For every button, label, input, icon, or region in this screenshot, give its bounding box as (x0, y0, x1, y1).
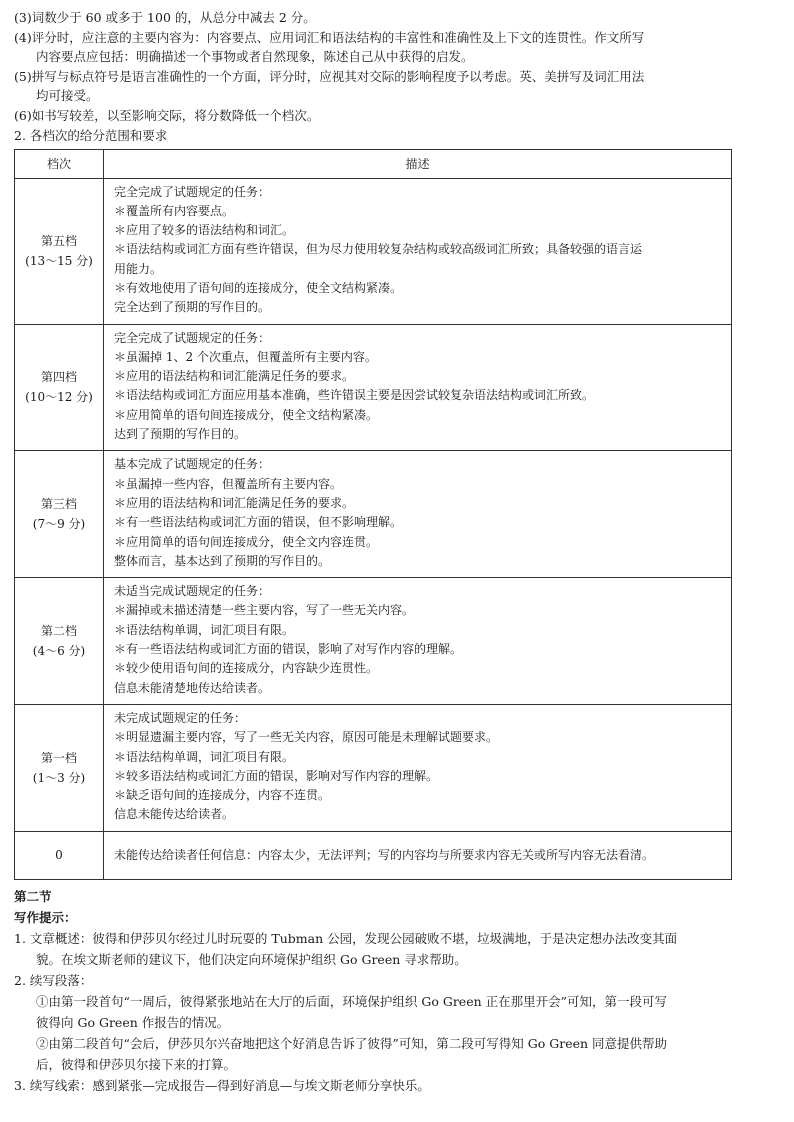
level-cell (15, 831, 104, 879)
description-line: ＊虽漏掉 1、2 个次重点，但覆盖所有主要内容。 (114, 349, 377, 364)
scoring-rule-line: (4)评分时，应注意的主要内容为：内容要点、应用词汇和语法结构的丰富性和准确性及上下文的连贯性。作文所写 (14, 29, 645, 45)
description-line: ＊应用简单的语句间连接成分，使全文内容连贯。 (114, 534, 379, 549)
writing-hint-line: 后，彼得和伊莎贝尔接下来的打算。 (36, 1057, 237, 1072)
level-name: 0 (55, 848, 63, 863)
writing-hint-line: ①由第一段首句“一周后，彼得紧张地站在大厅的后面，环境保护组织 Go Green 正在那里开会”可知，第一段可写 (36, 994, 668, 1009)
description-line: ＊较少使用语句间的连接成分，内容缺少连贯性。 (114, 661, 379, 676)
level-cell (15, 451, 104, 578)
description-line: ＊有一些语法结构或词汇方面的错误，影响了对写作内容的理解。 (114, 642, 463, 657)
description-line: ＊语法结构单调，词汇项目有限。 (114, 749, 295, 764)
description-line: 未完成试题规定的任务： (114, 710, 247, 725)
writing-hint-line: 3. 续写线索：感到紧张—完成报告—得到好消息—与埃文斯老师分享快乐。 (14, 1078, 430, 1093)
table-row (15, 831, 732, 879)
description-line: 达到了预期的写作目的。 (114, 427, 247, 442)
description-line: ＊覆盖所有内容要点。 (114, 203, 235, 218)
scoring-rule-line: 内容要点应包括：明确描述一个事物或者自然现象，陈述自己从中获得的启发。 (36, 49, 474, 64)
description-cell (104, 578, 732, 705)
scoring-rule-line: (3)词数少于 60 或多于 100 的，从总分中减去 2 分。 (14, 10, 316, 25)
section-2 (14, 886, 734, 1096)
level-range: (7～9 分) (32, 517, 86, 532)
section-2-subtitle: 写作提示： (14, 910, 77, 925)
section-2-items (14, 928, 734, 1096)
description-line: ＊有一些语法结构或词汇方面的错误，但不影响理解。 (114, 515, 403, 530)
scoring-rule-line: 均可接受。 (36, 88, 99, 103)
level-range: (10～12 分) (25, 390, 93, 405)
description-line: ＊虽漏掉一些内容，但覆盖所有主要内容。 (114, 476, 343, 491)
table-row (15, 704, 732, 831)
writing-hint-line: 2. 续写段落： (14, 973, 93, 988)
description-cell (104, 451, 732, 578)
writing-hint-line: 貌。在埃文斯老师的建议下，他们决定向环境保护组织 Go Green 寻求帮助。 (36, 952, 467, 967)
grading-table (14, 149, 732, 881)
header-level: 档次 (15, 149, 104, 178)
writing-hint-line: 1. 文章概述：彼得和伊莎贝尔经过儿时玩耍的 Tubman 公园，发现公园破败不堪，垃圾满地，于是决定想办法改变其面 (14, 931, 678, 946)
level-cell (15, 324, 104, 451)
description-line: ＊应用的语法结构和词汇能满足任务的要求。 (114, 369, 355, 384)
description-cell (104, 831, 732, 879)
level-name: 第四档 (40, 370, 77, 385)
description-line: ＊缺乏语句间的连接成分，内容不连贯。 (114, 788, 331, 803)
description-cell (104, 704, 732, 831)
table-header-row (15, 149, 732, 178)
description-line: 信息未能清楚地传达给读者。 (114, 680, 271, 695)
description-line: 完全达到了预期的写作目的。 (114, 300, 271, 315)
description-line: 基本完成了试题规定的任务： (114, 457, 271, 472)
description-line: 完全完成了试题规定的任务： (114, 184, 271, 199)
description-line: 信息未能传达给读者。 (114, 807, 235, 822)
description-line: ＊漏掉或未描述清楚一些主要内容，写了一些无关内容。 (114, 603, 415, 618)
section-2-title: 第二节 (14, 889, 52, 904)
writing-hint-line: 彼得向 Go Green 作报告的情况。 (36, 1015, 230, 1030)
level-cell (15, 178, 104, 324)
table-row (15, 324, 732, 451)
level-cell (15, 578, 104, 705)
level-range: (4～6 分) (32, 644, 86, 659)
description-line: ＊较多语法结构或词汇方面的错误，影响对写作内容的理解。 (114, 768, 439, 783)
header-description: 描述 (104, 149, 732, 178)
description-line: ＊有效地使用了语句间的连接成分，使全文结构紧凑。 (114, 280, 403, 295)
scoring-rules (14, 8, 734, 125)
scoring-rule-line: (5)拼写与标点符号是语言准确性的一个方面，评分时，应视其对交际的影响程度予以考虑。英、美拼写及词汇用法 (14, 68, 645, 84)
level-range: (13～15 分) (25, 254, 93, 269)
table-row (15, 178, 732, 324)
description-line: ＊应用了较多的语法结构和词汇。 (114, 223, 295, 238)
level-name: 第一档 (40, 750, 77, 765)
description-line: ＊语法结构或词汇方面有些许错误，但为尽力使用较复杂结构或较高级词汇所致；具备较强的语言运 (114, 242, 643, 257)
description-line: 整体而言，基本达到了预期的写作目的。 (114, 553, 331, 568)
scoring-rule-line: (6)如书写较差，以至影响交际，将分数降低一个档次。 (14, 107, 320, 123)
description-line: 未适当完成试题规定的任务： (114, 584, 271, 599)
level-name: 第二档 (40, 624, 77, 639)
section-heading: 2. 各档次的给分范围和要求 (14, 128, 168, 143)
level-range: (1～3 分) (32, 770, 86, 785)
description-cell (104, 178, 732, 324)
description-line: ＊明显遗漏主要内容，写了一些无关内容，原因可能是未理解试题要求。 (114, 730, 499, 745)
page (14, 8, 734, 1096)
description-cell (104, 324, 732, 451)
table-row (15, 578, 732, 705)
level-name: 第五档 (40, 234, 77, 249)
description-line: 用能力。 (114, 261, 163, 276)
level-cell (15, 704, 104, 831)
table-row (15, 451, 732, 578)
description-line: ＊语法结构或词汇方面应用基本准确，些许错误主要是因尝试较复杂语法结构或词汇所致。 (114, 388, 595, 403)
description-line: ＊语法结构单调，词汇项目有限。 (114, 622, 295, 637)
description-line: ＊应用的语法结构和词汇能满足任务的要求。 (114, 495, 355, 510)
description-line: 未能传达给读者任何信息：内容太少，无法评判；写的内容均与所要求内容无关或所写内容无法看清。 (114, 847, 655, 862)
description-line: ＊应用简单的语句间连接成分，使全文结构紧凑。 (114, 407, 379, 422)
level-name: 第三档 (40, 497, 77, 512)
description-line: 完全完成了试题规定的任务： (114, 330, 271, 345)
writing-hint-line: ②由第二段首句“会后，伊莎贝尔兴奋地把这个好消息告诉了彼得”可知，第二段可写得知 Go Green 同意提供帮助 (36, 1036, 668, 1051)
